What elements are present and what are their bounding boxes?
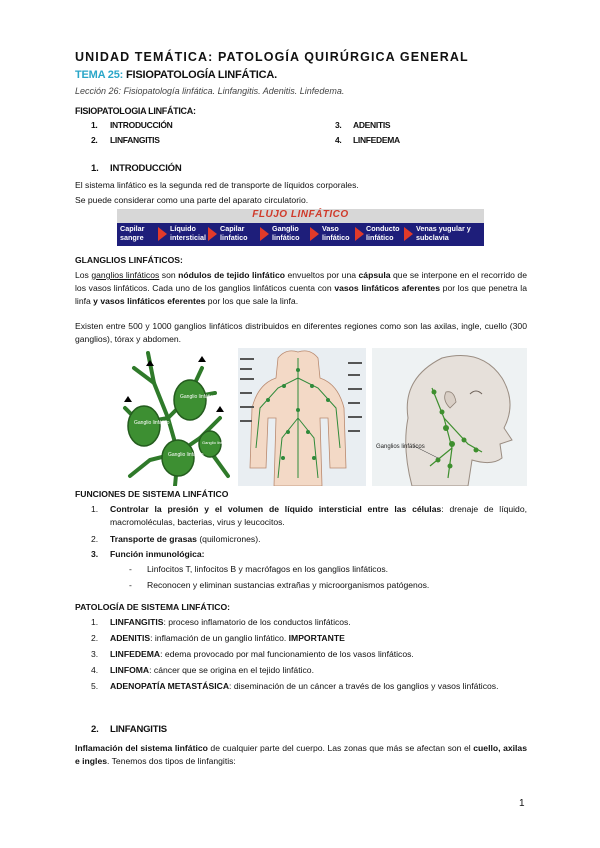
flow-arrow-icon — [355, 227, 364, 241]
toc-label-1: INTRODUCCIÓN — [110, 120, 173, 130]
flow-step-5: Vaso linfático — [322, 224, 350, 242]
toc-label-3: ADENITIS — [353, 120, 391, 130]
bullet-dash: - — [129, 580, 132, 590]
flow-arrow-icon — [404, 227, 413, 241]
linfangitis-heading: LINFANGITIS — [110, 724, 167, 735]
flow-arrow-icon — [310, 227, 319, 241]
funciones-heading: FUNCIONES DE SISTEMA LINFÁTICO — [75, 489, 229, 499]
patologia-heading: PATOLOGÍA DE SISTEMA LINFÁTICO: — [75, 602, 231, 612]
patologia-item-2: ADENITIS: inflamación de un ganglio linfático. IMPORTANTE — [110, 633, 345, 643]
node-label-4: Ganglio linfático — [202, 440, 230, 445]
neck-lymph-illustration — [372, 348, 527, 486]
flow-arrow-icon — [260, 227, 269, 241]
node-label-3: Ganglio linfático — [168, 452, 204, 458]
patologia-item-5: ADENOPATÍA METASTÁSICA: diseminación de un cáncer a través de los ganglios y vasos linfáticos. — [110, 681, 499, 691]
toc-num-2: 2. — [91, 135, 98, 145]
flow-step-4: Ganglio linfático — [272, 224, 300, 242]
toc-num-4: 4. — [335, 135, 342, 145]
tema-title — [75, 69, 277, 81]
ganglios-paragraph-1: Los ganglios linfáticos son nódulos de tejido linfático envueltos por una cápsula que se interpone en el recorrido de los vasos linfáticos. Cada uno de los ganglios linfáticos cuenta con vasos linfáticos aferentes por los que penetra la linfa y vasos linfáticos eferentes por los que sale la linfa. — [75, 270, 527, 306]
ganglios-paragraph-2: Existen entre 500 y 1000 ganglios linfáticos distribuidos en diferentes regiones como son las axilas, ingle, cuello (300 ganglios), tórax y abdomen. — [75, 321, 527, 344]
patologia-item-4: LINFOMA: cáncer que se origina en el tejido linfático. — [110, 665, 314, 675]
intro-heading: INTRODUCCIÓN — [110, 163, 182, 174]
toc-label-2: LINFANGITIS — [110, 135, 160, 145]
toc-label-4: LINFEDEMA — [353, 135, 400, 145]
lymph-node-illustration — [120, 348, 230, 486]
funcion-item-3: Función inmunológica: — [110, 549, 205, 559]
intro-line-1: El sistema linfático es la segunda red de transporte de líquidos corporales. — [75, 180, 359, 190]
node-label-1: Ganglio linfático — [134, 420, 170, 426]
neck-lymph-diagram — [372, 348, 527, 486]
flow-arrow-icon — [208, 227, 217, 241]
toc-num-3: 3. — [335, 120, 342, 130]
patologia-num-4: 4. — [91, 665, 99, 675]
funcion-item-1: Controlar la presión y el volumen de líquido intersticial entre las células: drenaje de líquido, macromoléculas, bacterias, virus y leucocitos. — [110, 504, 527, 527]
unit-title: UNIDAD TEMÁTICA: PATOLOGÍA QUIRÚRGICA GENERAL — [75, 50, 469, 64]
linfangitis-paragraph: Inflamación del sistema linfático de cualquier parte del cuerpo. Las zonas que más se afectan son el cuello, axilas e ingles. Tenemos dos tipos de linfangitis: — [75, 743, 527, 766]
tema-number: TEMA 25: — [75, 69, 124, 81]
page-number: 1 — [519, 798, 525, 809]
funcion-num-2: 2. — [91, 534, 99, 544]
flow-step-7: Venas yugular y subclavia — [416, 224, 471, 242]
node-label-2: Ganglio linfático — [180, 394, 216, 400]
flow-step-1: Capilar sangre — [120, 224, 145, 242]
toc-num-1: 1. — [91, 120, 98, 130]
intro-line-2: Se puede considerar como una parte del aparato circulatorio. — [75, 195, 309, 205]
patologia-item-1: LINFANGITIS: proceso inflamatorio de los conductos linfáticos. — [110, 617, 351, 627]
flow-step-2: Líquido intersticial — [170, 224, 206, 242]
torso-lymph-illustration — [238, 348, 366, 486]
patologia-num-1: 1. — [91, 617, 99, 627]
leccion-subtitle: Lección 26: Fisiopatología linfática. Linfangitis. Adenitis. Linfedema. — [75, 86, 345, 96]
patologia-item-3: LINFEDEMA: edema provocado por mal funcionamiento de los vasos linfáticos. — [110, 649, 414, 659]
flow-step-3: Capilar linfatico — [220, 224, 248, 242]
funcion-item-2: Transporte de grasas (quilomicrones). — [110, 534, 261, 544]
linfangitis-num: 2. — [91, 724, 99, 735]
lymph-node-diagram — [120, 348, 230, 486]
funcion-num-3: 3. — [91, 549, 99, 559]
toc-heading: FISIOPATOLOGIA LINFÁTICA: — [75, 106, 196, 116]
funcion-subitem-1: Linfocitos T, linfocitos B y macrófagos en los ganglios linfáticos. — [147, 564, 389, 574]
flow-title: FLUJO LINFÁTICO — [252, 209, 349, 220]
funcion-subitem-2: Reconocen y eliminan sustancias extrañas y microorganismos patógenos. — [147, 580, 430, 590]
torso-lymph-diagram — [238, 348, 366, 486]
flow-arrow-icon — [158, 227, 167, 241]
tema-name: FISIOPATOLOGÍA LINFÁTICA. — [123, 69, 278, 81]
flow-step-6: Conducto linfático — [366, 224, 400, 242]
flow-chart — [117, 209, 484, 246]
funcion-num-1: 1. — [91, 504, 99, 514]
neck-label: Ganglios linfáticos — [376, 444, 425, 450]
patologia-num-2: 2. — [91, 633, 99, 643]
intro-num: 1. — [91, 163, 99, 174]
patologia-num-3: 3. — [91, 649, 99, 659]
ganglios-heading: GLANGLIOS LINFÁTICOS: — [75, 255, 183, 265]
bullet-dash: - — [129, 564, 132, 574]
patologia-num-5: 5. — [91, 681, 99, 691]
